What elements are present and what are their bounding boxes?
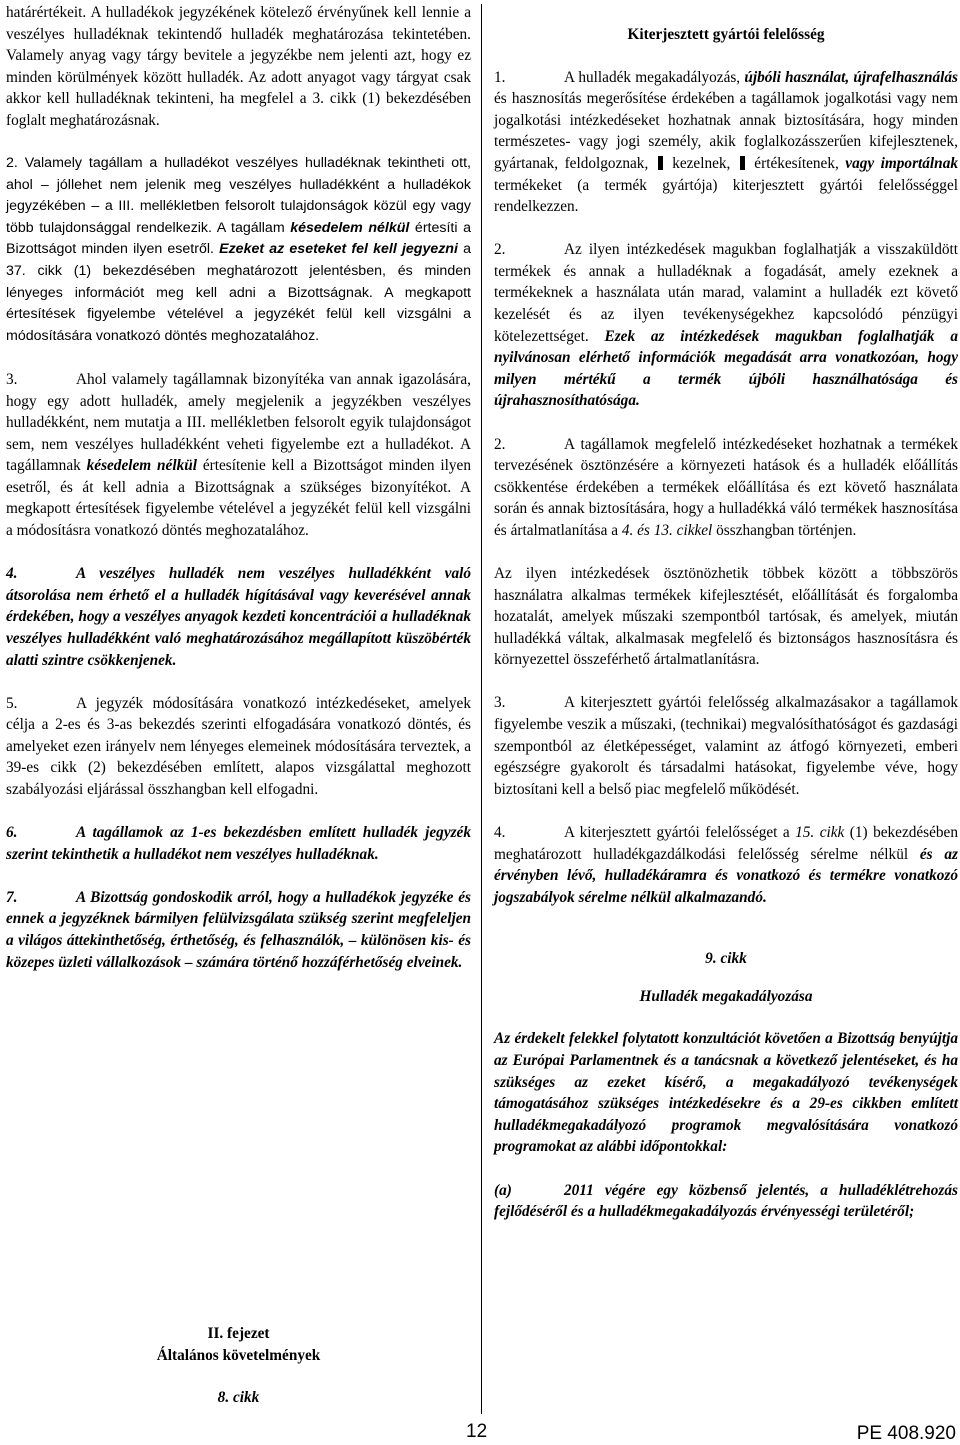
text: értesíti a Bizottságot minden ilyen esetről. [6, 219, 471, 258]
emphasis: Ezek az intézkedések magukban foglalhatják a nyilvánosan elérhető információk megadását arra vonatkozóan, hogy milyen mértékű a termék újbóli használhatósága és újrahasznosíthatósága. [494, 327, 958, 410]
page-number: 12 [466, 1421, 488, 1442]
paragraph-2 [6, 153, 471, 347]
emphasis: vagy importálnak [845, 154, 958, 172]
document-code: PE 408.920 [856, 1423, 956, 1444]
text: 2011 végére egy közbenső jelentés, a hulladéklétrehozás fejlődéséről és a hulladékmegakadályozás érvényességi területéről; [494, 1181, 958, 1221]
article-9-title [494, 986, 958, 1008]
text: kezelnek, [665, 154, 737, 172]
text: Az ilyen intézkedések magukban foglalhatják a visszaküldött termékek és annak a hulladéknak a fogadását, amely ezeknek a termékeknek a használata után marad, valamint a hulladék ezt követő kezelését és az ilyen tevékenységekhez kapcsolódó pénzügyi kötelezettséget. [494, 241, 958, 345]
paragraph-number: 4. [6, 565, 18, 583]
text: A veszélyes hulladék nem veszélyes hulladékként való átsorolása nem érhető el a hulladék hígításával vagy keverésével annak érdekében, hogy a veszélyes anyagok kezdeti koncentrációi a hulladéknak veszélyes hulladékként való meghatározásához megállapított küszöbérték alatti szintre csökkenjenek. [6, 565, 471, 669]
text: (1) bekezdésében meghatározott hulladékgazdálkodási felelősség sérelme nélkül [494, 823, 958, 863]
text: A tagállamok az 1-es bekezdésben említett hulladék jegyzék szerint tekinthetik a hulladékot nem veszélyes hulladéknak. [6, 824, 471, 863]
paragraph-5 [6, 693, 471, 801]
paragraph-number: 2. [494, 241, 506, 259]
text: A tagállamok megfelelő intézkedéseket hozhatnak a termékek tervezésének ösztönzésére a környezeti hatások és a hulladék előállítás csökkentése érdekében a termékek előállítása és ezt követő használata során és annak biztosítására, hogy a hulladékká váló termékek hasznosítása és ártalmatlanítása a [494, 435, 958, 539]
text: A hulladék megakadályozás, [564, 68, 745, 86]
paragraph-r2b [494, 434, 958, 542]
column-divider [481, 4, 482, 1414]
chapter-heading [6, 1323, 471, 1409]
text: Az ilyen intézkedések ösztönözhetik többek között a többszörös használatra alkalmas termékek kifejlesztését, előállítását és forgalomba hozatalát, amelyek műszaki szempontból tartósak, és amelyek, miután hulladékká váltak, alkalmasak megfelelő és biztonságos hasznosításra és környezettel összeférhető ártalmatlanításra. [494, 564, 958, 669]
emphasis: 15. cikk [795, 823, 845, 841]
text: értékesítenek, [747, 154, 846, 172]
text: összhangban történjen. [712, 521, 857, 539]
text: A kiterjesztett gyártói felelősséget a [564, 823, 796, 841]
chapter-title: Általános követelmények [156, 1346, 321, 1364]
paragraph-4 [6, 563, 471, 671]
text: értesítenie kell a Bizottságot minden ilyen esetről, és át kell adnia a Bizottságnak a szükséges bizonyítékot. A megkapott értesítések figyelembe vételével a jegyzékét felül kell vizsgálni a módosításra vonatkozó döntés meghozatalához. [6, 457, 471, 540]
heading-text: Kiterjesztett gyártói felelősség [627, 26, 825, 43]
paragraph-number: 2. [494, 435, 506, 453]
paragraph-r2c [494, 563, 958, 671]
paragraph-intro [6, 2, 471, 132]
paragraph-r1 [494, 67, 958, 218]
text: A jegyzék módosítására vonatkozó intézkedéseket, amelyek célja a 2-es és 3-as bekezdés szerinti elfogadására vonatkozó döntés, és amelyeket ezen irányelv nem lényeges elemeinek módosítására terveztek, a 39-es cikk (2) bekezdésében említett, alapos vizsgálattal meghozott szabályozási eljárással összhangban kell elfogadni. [6, 694, 471, 798]
text: 2. Valamely tagállam a hulladékot veszélyes hulladéknak tekintheti ott, ahol – jóllehet nem jelenik meg veszélyes hulladékként a hulladékok jegyzékében – a III. mellékletben felsorolt tulajdonságok közül egy vagy több tulajdonsággal rendelkezik. A tagállam [6, 155, 471, 236]
text: termékeket (a termék gyártója) kiterjesztett gyártói felelősséggel rendelkezzen. [494, 176, 958, 216]
paragraph-r9 [494, 1028, 958, 1158]
article-title: Hulladék megakadályozása [639, 987, 813, 1005]
paragraph-number: 6. [6, 824, 18, 842]
paragraph-number: 7. [6, 888, 18, 906]
paragraph-6 [6, 822, 471, 865]
text: határértékeit. A hulladékok jegyzékének kötelező érvényűnek kell lennie a veszélyes hulladéknak tekintendő hulladék meghatározása tekintetében. Valamely anyag vagy tárgy bevitele a jegyzékbe nem jelenti azt, hogy ez minden körülmények között hulladék. Az adott anyagot vagy tárgyat csak akkor kell hulladéknak tekinteni, ha megfelel a 3. cikk (1) bekezdésében foglalt meghatározásnak. [6, 4, 471, 129]
article-number: 8. cikk [217, 1389, 260, 1407]
text: Az érdekelt felekkel folytatott konzultációt követően a Bizottság benyújtja az Európai Parlamentnek és a tanácsnak a következő jelentéseket, és ha szükséges az ezeket kísérő, a megakadályozó tevékenységek támogatásához szükséges intézkedésekre és a 29-es cikkben említett hulladékmegakadályozó programok megvalósítására vonatkozó programokat az alábbi időpontokkal: [494, 1030, 958, 1156]
left-column [6, 0, 471, 995]
paragraph-number: 5. [6, 694, 18, 712]
chapter-number: II. fejezet [207, 1325, 270, 1342]
text: Ahol valamely tagállamnak bizonyítéka van annak igazolására, hogy egy adott hulladék, amely megjelenik a jegyzékben veszélyes hulladékként, nem mutatja a III. mellékletben felsorolt egyik tulajdonságot sem, nem veszélyes hulladékként veheti figyelembe ezt a hulladékot. A tagállamnak [6, 370, 471, 475]
deletion-mark [740, 156, 745, 170]
paragraph-r2 [494, 239, 958, 412]
paragraph-3 [6, 369, 471, 542]
article-9-heading [494, 948, 958, 970]
emphasis: Ezeket az eseteket fel kell jegyezni [219, 241, 458, 258]
paragraph-number: 4. [494, 823, 506, 841]
emphasis: újbóli használat, újrafelhasználás [744, 68, 958, 86]
paragraph-7 [6, 887, 471, 973]
text: a 37. cikk (1) bekezdésében meghatározott jelentésben, és minden lényeges információt meg kell adni a Bizottságnak. A megkapott értesítések figyelembe vételével a jegyzékét felül kell vizsgálni a módosítására vonatkozó döntés meghozatalához. [6, 241, 471, 344]
emphasis: és az érvényben lévő, hulladékáramra és vonatkozó és termékre vonatkozó jogszabályok sérelme nélkül alkalmazandó. [494, 845, 958, 906]
emphasis: 4. és 13. cikkel [621, 521, 713, 539]
paragraph-r9a [494, 1180, 958, 1223]
article-number: 9. cikk [705, 950, 747, 968]
text: A kiterjesztett gyártói felelősség alkalmazásakor a tagállamok figyelembe veszik a műszaki, (technikai) megvalósíthatóságot és gazdasági szempontból az életképességet, valamint az átfogó környezeti, emberi egészségre gyakorolt és társadalmi hatásokat, figyelembe véve, hogy biztosítani kell a belső piac megfelelő működését. [494, 694, 958, 798]
right-column [494, 0, 958, 1244]
paragraph-number: 3. [494, 694, 506, 712]
paragraph-r3 [494, 692, 958, 800]
deletion-mark [658, 156, 663, 170]
text: A Bizottság gondoskodik arról, hogy a hulladékok jegyzéke és ennek a jegyzéknek bármilyen felülvizsgálata szükség szerint megfeleljen a világos áttekinthetőség, érthetőség, és felhasználók, – különösen kis- és közepes üzleti vállalkozások – számára történő hozzáférhetőség elveinek. [6, 888, 471, 971]
paragraph-r4 [494, 822, 958, 908]
paragraph-number: 3. [6, 370, 18, 388]
paragraph-number: (a) [494, 1181, 512, 1199]
paragraph-number: 1. [494, 68, 506, 86]
emphasis: késedelem nélkül [86, 457, 198, 475]
emphasis: késedelem nélkül [290, 219, 410, 236]
section-heading [494, 24, 958, 46]
text: és hasznosítás megerősítése érdekében a tagállamok jogalkotási vagy nem jogalkotási intézkedéseket hozhatnak annak biztosítására, hogy minden természetes- vagy jogi személy, akik foglalkozásszerűen kifejlesztenek, gyártanak, feldolgoznak, [494, 90, 958, 172]
